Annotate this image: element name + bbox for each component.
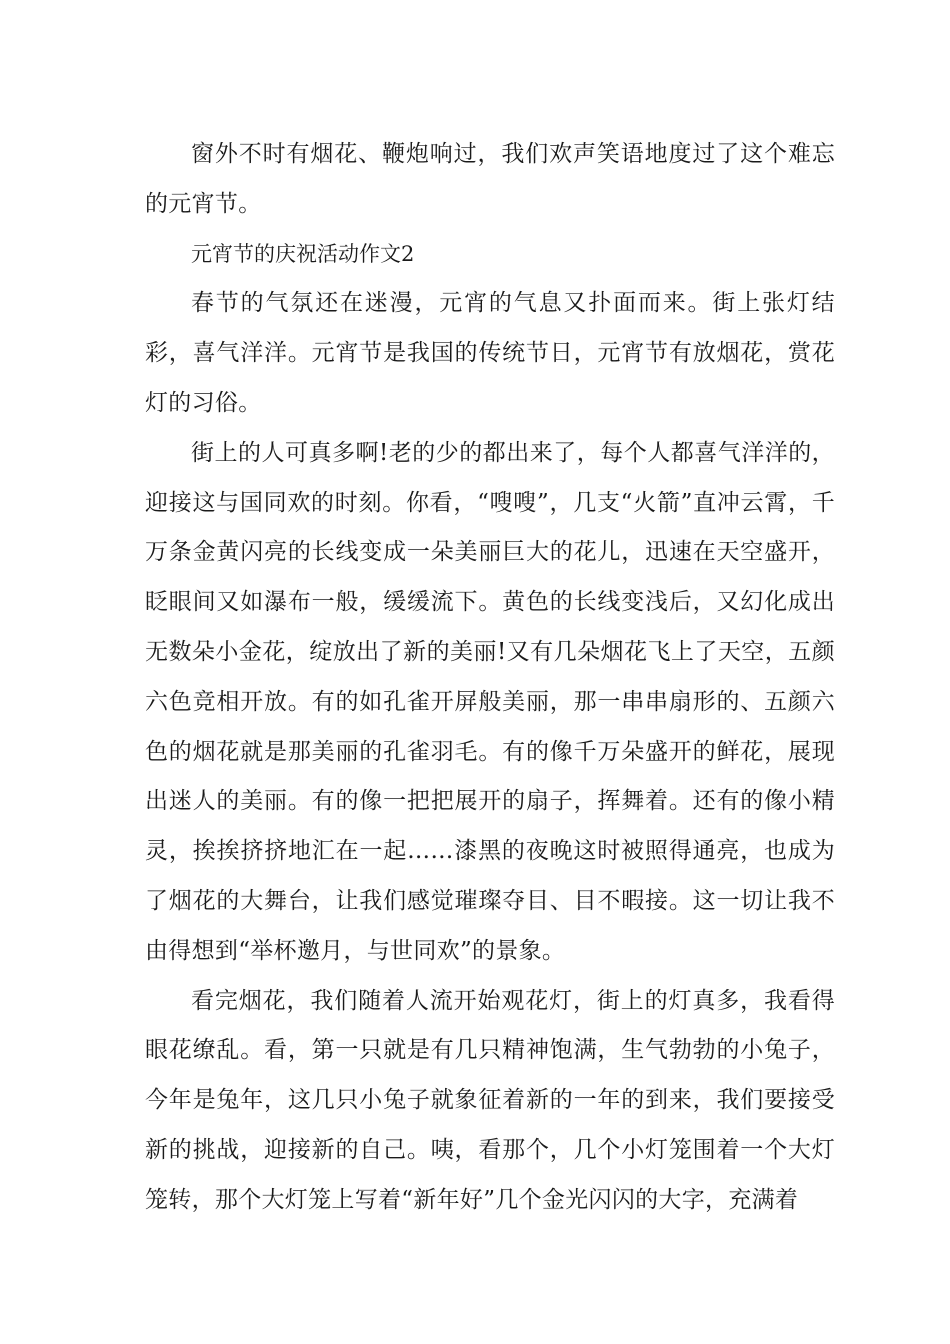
paragraph-1: 窗外不时有烟花、鞭炮响过，我们欢声笑语地度过了这个难忘的元宵节。 [145,141,835,217]
paragraph-2: 春节的气氛还在迷漫，元宵的气息又扑面而来。街上张灯结彩，喜气洋洋。元宵节是我国的传统节日，元宵节有放烟花，赏花灯的习俗。 [145,290,835,416]
section-title: 元宵节的庆祝活动作文2 [191,241,415,266]
document-page [145,130,835,1226]
paragraph-3: 街上的人可真多啊!老的少的都出来了，每个人都喜气洋洋的，迎接这与国同欢的时刻。你看，“嗖嗖”，几支“火箭”直冲云霄，千万条金黄闪亮的长线变成一朵美丽巨大的花儿，迅速在天空盛开，眨眼间又如瀑布一般，缓缓流下。黄色的长线变浅后，又幻化成出无数朵小金花，绽放出了新的美丽!又有几朵烟花飞上了天空，五颜六色竞相开放。有的如孔雀开屏般美丽，那一串串扇形的、五颜六色的烟花就是那美丽的孔雀羽毛。有的像千万朵盛开的鲜花，展现出迷人的美丽。有的像一把把展开的扇子，挥舞着。还有的像小精灵，挨挨挤挤地汇在一起……漆黑的夜晚这时被照得通亮，也成为了烟花的大舞台，让我们感觉璀璨夺目、目不暇接。这一切让我不由得想到“举杯邀月，与世同欢”的景象。 [145,439,835,964]
paragraph-4: 看完烟花，我们随着人流开始观花灯，街上的灯真多，我看得眼花缭乱。看，第一只就是有几只精神饱满，生气勃勃的小兔子，今年是兔年，这几只小兔子就象征着新的一年的到来，我们要接受新的挑战，迎接新的自己。咦，看那个，几个小灯笼围着一个大灯笼转，那个大灯笼上写着“新年好”几个金光闪闪的大字，充满着 [145,987,835,1213]
